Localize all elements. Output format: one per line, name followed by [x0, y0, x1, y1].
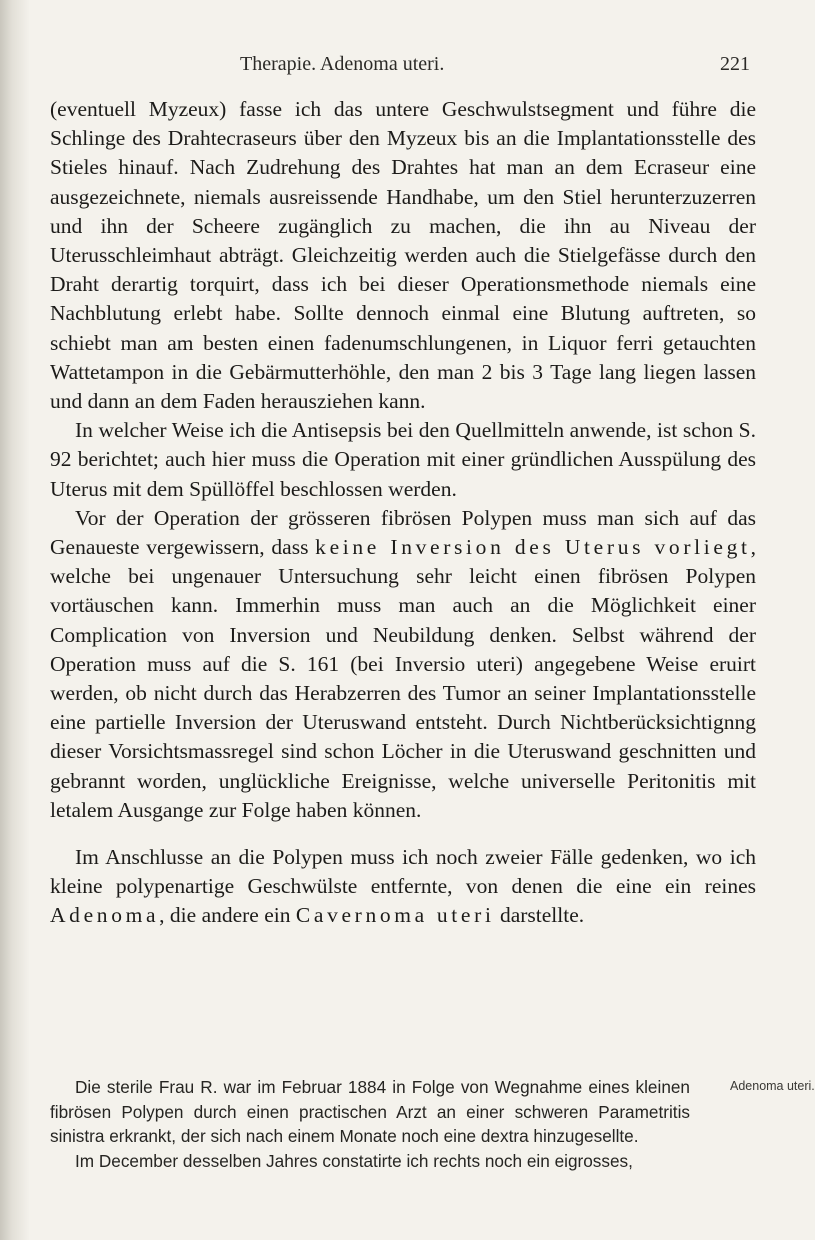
running-header — [50, 53, 770, 81]
paragraph-1: (eventuell Myzeux) fasse ich das untere Geschwulstsegment und führe die Schlinge des Drahtecraseurs über den Myzeux bis an die Implantationsstelle des Stieles hinauf. Nach Zudrehung des Drahtes hat man an dem Ecraseur eine ausgezeichnete, niemals ausreissende Handhabe, um den Stiel herunterzuzerren und ihn der Scheere zugänglich zu machen, die ihn au Niveau der Uterusschleimhaut abträgt. Gleichzeitig werden auch die Stielgefässe durch den Draht derartig torquirt, dass ich bei dieser Operationsmethode niemals eine Nachblutung erlebt habe. Sollte dennoch einmal eine Blutung auftreten, so schiebt man am besten einen fadenumschlungenen, in Liquor ferri getauchten Wattetampon in die Gebärmutterhöhle, den man 2 bis 3 Tage lang liegen lassen und dann an dem Faden herausziehen kann. — [50, 97, 756, 414]
main-text — [50, 95, 756, 931]
paragraph-3-emphasis: keine Inversion des Uterus vorliegt — [315, 535, 751, 560]
paragraph-4-emphasis-cavernoma: Cavernoma uteri — [295, 903, 495, 928]
margin-note: Adenoma uteri. — [730, 1079, 815, 1093]
paragraph-2: In welcher Weise ich die Antisepsis bei den Quellmitteln anwende, ist schon S. 92 berichtet; auch hier muss die Operation mit einer gründlichen Ausspülung des Uterus mit dem Spüllöffel beschlossen werden. — [50, 418, 756, 501]
paragraph-4-text-middle: , die andere ein — [159, 903, 296, 928]
case-report-paragraph-1: Die sterile Frau R. war im Februar 1884 in Folge von Wegnahme eines kleinen fibrösen Polypen durch einen practischen Arzt an einer schweren Parametritis sinistra erkrankt, der sich nach einem Monate noch eine dextra hinzugesellte. — [50, 1077, 690, 1146]
paragraph-4-text-start: Im Anschlusse an die Polypen muss ich noch zweier Fälle gedenken, wo ich kleine polypenartige Geschwülste entfernte, von denen die eine ein reines — [50, 845, 756, 899]
book-page — [50, 0, 815, 1240]
running-title: Therapie. Adenoma uteri. — [240, 53, 445, 75]
paragraph-4-emphasis-adenoma: Adenoma — [50, 903, 160, 928]
paragraph-4 — [50, 843, 756, 931]
paragraph-3-text-end: , welche bei ungenauer Untersuchung sehr leicht einen fibrösen Polypen vortäuschen kann. Immerhin muss man auch an die Möglichkeit einer Complication von Inversion und Neubildung denken. Selbst während der Operation muss auf die S. 161 (bei Inversio uteri) angegebene Weise eruirt werden, ob nicht durch das Herabzerren des Tumor an seiner Implantationsstelle eine partielle Inversion der Uteruswand entsteht. Durch Nichtberücksichtignng dieser Vorsichtsmassregel sind schon Löcher in die Uteruswand geschnitten und gebrannt worden, unglückliche Ereignisse, welche universelle Peritonitis mit letalem Ausgange zur Folge haben können. — [50, 535, 756, 822]
page-binding-shadow — [0, 0, 30, 1240]
paragraph-3-text-start: Vor der Operation der grösseren fibrösen Polypen muss man sich auf das Genaueste vergewissern, dass — [50, 505, 756, 560]
paragraph-4-text-end: darstellte. — [494, 903, 585, 928]
paragraph-3 — [50, 504, 756, 825]
page-number: 221 — [720, 53, 750, 75]
case-report — [50, 1075, 690, 1173]
case-report-paragraph-2: Im December desselben Jahres constatirte ich rechts noch ein eigrosses, — [75, 1150, 633, 1171]
